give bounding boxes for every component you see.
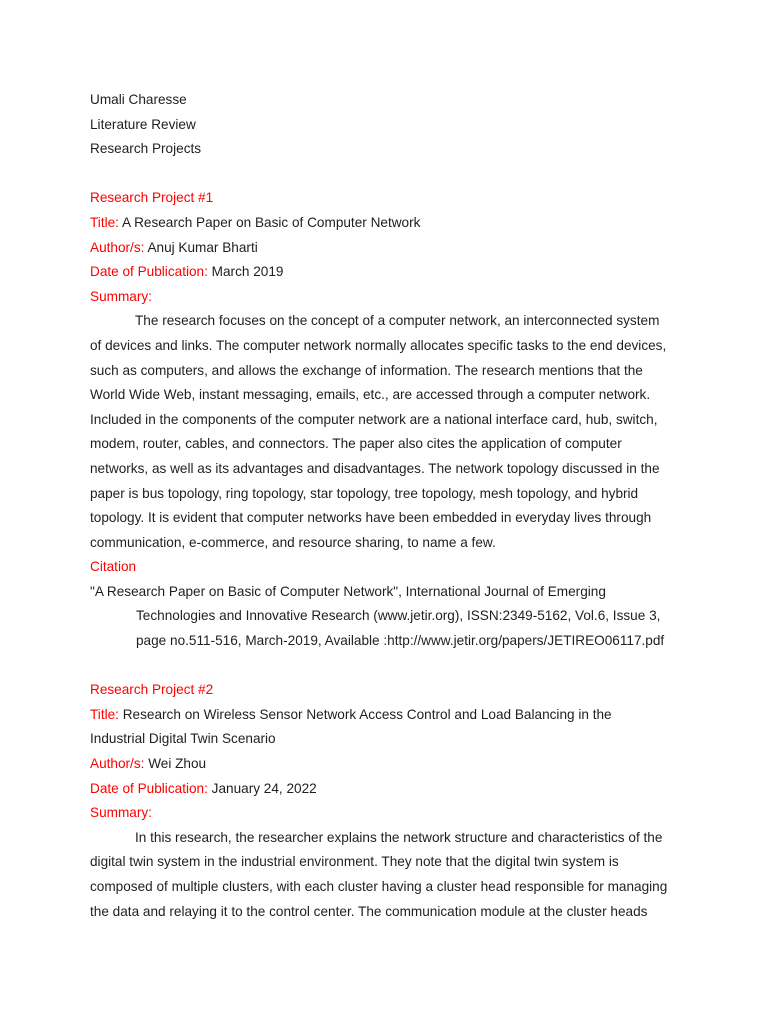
project1-title: A Research Paper on Basic of Computer Network bbox=[121, 214, 421, 230]
summary-line: The research focuses on the concept of a computer network, an interconnected system bbox=[135, 313, 660, 329]
course-name: Literature Review bbox=[90, 116, 196, 132]
summary-line: the data and relaying it to the control center. The communication module at the cluster heads bbox=[90, 903, 648, 919]
citation-line: Technologies and Innovative Research (www.jetir.org), ISSN:2349-5162, Vol.6, Issue 3, bbox=[136, 608, 661, 624]
project1-title-label: Title: bbox=[90, 214, 119, 230]
summary-line: In this research, the researcher explains the network structure and characteristics of the bbox=[135, 829, 663, 845]
spacer bbox=[90, 654, 690, 679]
project1-author: Anuj Kumar Bharti bbox=[147, 239, 258, 255]
project2-date-label: Date of Publication: bbox=[90, 780, 208, 796]
summary-line: topology. It is evident that computer networks have been embedded in everyday lives through bbox=[90, 510, 652, 526]
project2-date-row bbox=[90, 777, 690, 802]
summary-line: World Wide Web, instant messaging, emails, etc., are accessed through a computer network. bbox=[90, 387, 651, 403]
project2-author: Wei Zhou bbox=[148, 756, 207, 772]
project2-summary bbox=[90, 826, 690, 924]
project2-title: Research on Wireless Sensor Network Access Control and Load Balancing in the bbox=[122, 706, 612, 722]
author-name: Umali Charesse bbox=[90, 92, 187, 107]
project2-summary-label: Summary: bbox=[90, 805, 152, 821]
citation-line: page no.511-516, March-2019, Available :http://www.jetir.org/papers/JETIREO06117.pdf bbox=[136, 633, 665, 649]
project2-author-label: Author/s: bbox=[90, 756, 145, 772]
citation-line: "A Research Paper on Basic of Computer Network", International Journal of Emerging bbox=[90, 583, 606, 599]
summary-line: modem, router, cables, and connectors. The paper also cites the application of computer bbox=[90, 436, 622, 452]
project2-title-row bbox=[90, 703, 690, 728]
project1-summary-label: Summary: bbox=[90, 288, 152, 304]
summary-line: paper is bus topology, ring topology, star topology, tree topology, mesh topology, and hybrid bbox=[90, 485, 639, 501]
summary-line: such as computers, and allows the exchange of information. The research mentions that the bbox=[90, 362, 643, 378]
project2-heading: Research Project #2 bbox=[90, 682, 214, 698]
project1-author-row bbox=[90, 236, 690, 261]
spacer bbox=[90, 162, 690, 187]
summary-line: composed of multiple clusters, with each cluster having a cluster head responsible for managing bbox=[90, 879, 668, 894]
project1-date-label: Date of Publication: bbox=[90, 264, 208, 280]
project1-author-label: Author/s: bbox=[90, 239, 145, 255]
document-page bbox=[90, 88, 690, 924]
summary-line: Included in the components of the computer network are a national interface card, hub, switch, bbox=[90, 411, 658, 427]
project1-title-row bbox=[90, 211, 690, 236]
project1-citation bbox=[90, 580, 690, 654]
project2-title-continued: Industrial Digital Twin Scenario bbox=[90, 731, 276, 747]
project1-date: March 2019 bbox=[211, 264, 284, 280]
project1-citation-label: Citation bbox=[90, 559, 137, 575]
project2-author-row bbox=[90, 752, 690, 777]
summary-line: digital twin system in the industrial environment. They note that the digital twin system is bbox=[90, 854, 619, 870]
summary-line: communication, e-commerce, and resource sharing, to name a few. bbox=[90, 534, 496, 550]
project1-date-row bbox=[90, 260, 690, 285]
document-heading: Research Projects bbox=[90, 141, 202, 157]
project1-heading: Research Project #1 bbox=[90, 190, 214, 206]
summary-line: of devices and links. The computer network normally allocates specific tasks to the end devices, bbox=[90, 337, 667, 353]
project2-title-label: Title: bbox=[90, 706, 119, 722]
project1-summary bbox=[90, 309, 690, 555]
summary-line: networks, as well as its advantages and disadvantages. The network topology discussed in the bbox=[90, 460, 660, 476]
project2-date: January 24, 2022 bbox=[211, 780, 317, 796]
